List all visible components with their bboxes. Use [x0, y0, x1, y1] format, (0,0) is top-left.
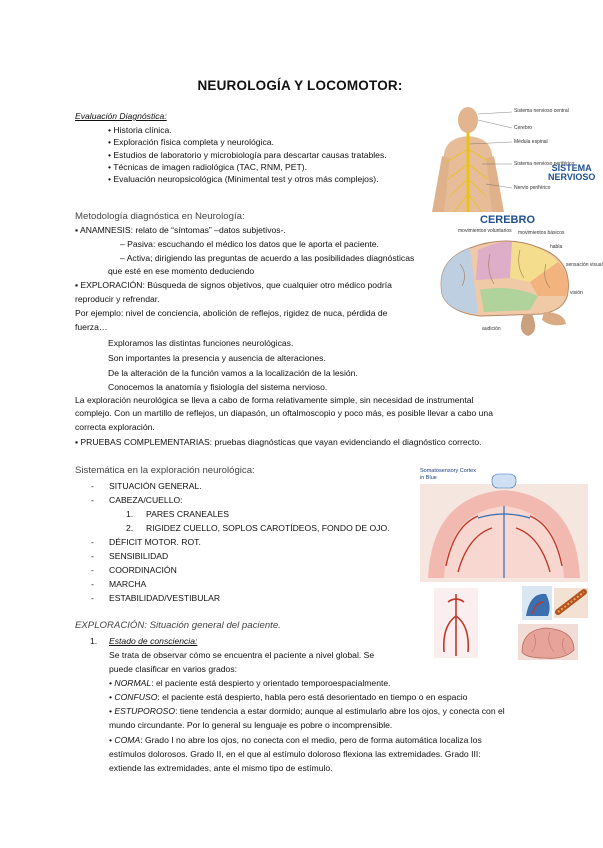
figure-label: Cerebro: [514, 125, 533, 131]
paragraph-line: Se trata de observar cómo se encuentra el paciente a nivel global. Se: [109, 650, 375, 660]
sub-number: 1.: [126, 509, 134, 519]
exploracion-text-2: reproducir y refrendar.: [75, 294, 160, 304]
sistema-nervioso-tag: SISTEMA NERVIOSO: [548, 163, 596, 182]
page-title: NEUROLOGÍA Y LOCOMOTOR:: [197, 78, 403, 93]
list-item: SITUACIÓN GENERAL.: [109, 481, 202, 491]
paragraph-line: puede clasificar en varios grados:: [109, 664, 238, 674]
list-item: De la alteración de la función vamos a la localización de la lesión.: [108, 367, 358, 378]
exploracion-text: ▪ EXPLORACIÓN: Búsqueda de signos objetivos, que cualquier otro médico podría: [75, 280, 392, 290]
figure-label: Sistema nervioso central: [514, 108, 569, 114]
figure-label: habla: [550, 244, 563, 250]
figure-label: Médula espinal: [514, 139, 548, 145]
cortex-illustration: [418, 466, 590, 660]
brain-figure: [420, 214, 603, 338]
cortex-figure: [418, 466, 590, 660]
paragraph-line: estímulos dolorosos. Grado II, en el que al estímulo doloroso flexiona las extremidades. Grado III:: [109, 749, 481, 759]
list-item: • Estudios de laboratorio y microbiología para descartar causas tratables.: [108, 149, 387, 160]
paragraph-line: mundo circundante. Por lo general su lenguaje es pobre o incomprensible.: [109, 720, 393, 730]
list-dash: -: [91, 593, 94, 603]
situacion-heading: EXPLORACIÓN: Situación general del paciente.: [75, 620, 281, 631]
list-dash: -: [91, 565, 94, 575]
list-item: ESTABILIDAD/VESTIBULAR: [109, 593, 221, 603]
pasiva-text: – Pasiva: escuchando el médico los datos que le aporta el paciente.: [120, 239, 379, 249]
list-item: CABEZA/CUELLO:: [109, 495, 183, 505]
figure-label: movimientos básicos: [518, 230, 565, 236]
list-item: SENSIBILIDAD: [109, 551, 169, 561]
list-item: COORDINACIÓN: [109, 565, 177, 575]
list-item: Exploramos las distintas funciones neurológicas.: [108, 338, 294, 348]
coma-grade: • COMA: Grado I no abre los ojos, no conecta con el medio, pero de forma automática localiza los: [109, 735, 482, 745]
confuso-grade: • CONFUSO: el paciente está despierto, habla pero está desorientado en tiempo o en espacio: [109, 692, 468, 702]
list-item: • Historia clínica.: [108, 125, 172, 135]
eval-list: [108, 124, 387, 185]
sub-item: PARES CRANEALES: [146, 509, 229, 519]
paragraph-line: extiende las extremidades, ante el mismo tipo de estímulo.: [109, 763, 333, 773]
nervous-system-figure: [424, 104, 596, 212]
pruebas-text: ▪ PRUEBAS COMPLEMENTARIAS: pruebas diagnósticas que vayan evidenciando el diagnóstico correcto.: [75, 437, 482, 447]
figure-label: Sistema nervioso periférico: [514, 161, 575, 167]
normal-grade: • NORMAL: el paciente está despierto y orientado temporoespacialmente.: [109, 678, 391, 688]
list-item: • Exploración física completa y neurológica.: [108, 137, 274, 148]
sub-number: 2.: [126, 523, 134, 533]
metodologia-heading: Metodología diagnóstica en Neurología:: [75, 211, 245, 222]
list-dash: -: [91, 537, 94, 547]
eval-heading: Evaluación Diagnóstica:: [75, 111, 167, 121]
anamnesis-text: ▪ ANAMNESIS: relato de “síntomas” –datos subjetivos-.: [75, 225, 286, 235]
paragraph-line: La exploración neurológica se lleva a cabo de forma relativamente simple, sin necesidad de instrumental: [75, 395, 474, 405]
list-item: • Técnicas de imagen radiológica (TAC, RNM, PET).: [108, 161, 307, 172]
list-dash: -: [91, 551, 94, 561]
sistematica-heading: Sistemática en la exploración neurológica:: [75, 465, 255, 476]
paragraph-line: complejo. Con un martillo de reflejos, un diapasón, un oftalmoscopio y poco más, es posible llevar a cabo una: [75, 408, 493, 418]
figure-label: audición: [482, 326, 501, 332]
human-body-illustration: [424, 104, 590, 212]
cerebro-tag: CEREBRO: [480, 214, 536, 226]
list-item: Son importantes la presencia y ausencia de alteraciones.: [108, 352, 326, 363]
list-item: • Evaluación neuropsicológica (Minimental test y otros más complejos).: [108, 174, 379, 185]
list-item: MARCHA: [109, 579, 147, 589]
figure-label: sensación visual: [566, 262, 603, 268]
list-item: Conocemos la anatomía y fisiología del sistema nervioso.: [108, 382, 328, 393]
list-item: DÉFICIT MOTOR. ROT.: [109, 537, 201, 547]
list-dash: -: [91, 495, 94, 505]
section-number: 1.: [90, 636, 98, 646]
indented-list: [108, 336, 358, 395]
ejemplo-text-2: fuerza…: [75, 322, 108, 332]
activa-text-2: que esté en ese momento deduciendo: [108, 266, 255, 276]
paragraph-line: correcta exploración.: [75, 422, 155, 432]
activa-text: – Activa; dirigiendo las preguntas de acuerdo a las posibilidades diagnósticas: [120, 253, 415, 263]
estuporoso-grade: • ESTUPOROSO: tiene tendencia a estar dormido; aunque al estimularlo abre los ojos, y conecta con el: [109, 706, 505, 716]
figure-caption: in Blue: [420, 475, 437, 481]
figure-label: visión: [570, 290, 583, 296]
figure-caption: Somatosensory Cortex: [420, 468, 476, 474]
list-dash: -: [91, 579, 94, 589]
ejemplo-text: Por ejemplo: nivel de conciencia, abolición de reflejos, rigidez de nuca, pérdida de: [75, 308, 388, 318]
figure-label: movimientos voluntarios: [458, 228, 512, 234]
list-dash: -: [91, 481, 94, 491]
sub-item: RIGIDEZ CUELLO, SOPLOS CAROTÍDEOS, FONDO DE OJO.: [146, 523, 390, 533]
figure-label: Nervio periférico: [514, 185, 551, 191]
estado-heading: Estado de consciencia:: [109, 636, 198, 646]
